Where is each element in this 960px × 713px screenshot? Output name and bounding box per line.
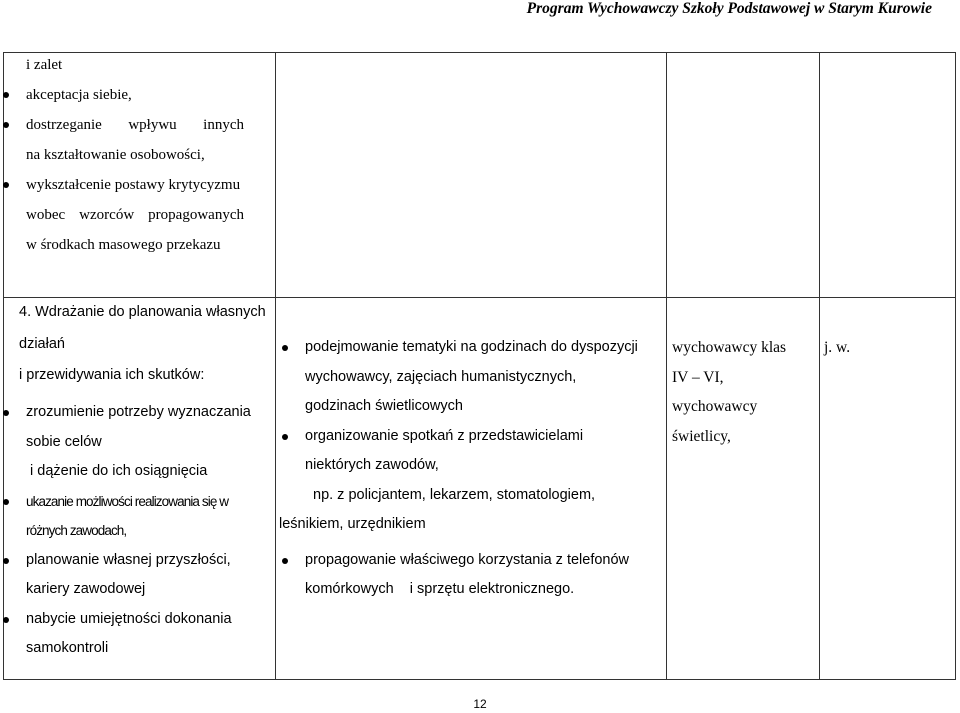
row2-deadline-cell xyxy=(824,333,952,363)
row2-goals-cell xyxy=(19,297,273,392)
text-line: komórkowych i sprzętu elektronicznego. xyxy=(305,581,575,597)
list-item: planowanie własnej przyszłości, xyxy=(0,546,273,576)
text-line: np. z policjantem, lekarzem, stomatologiem, xyxy=(313,486,596,503)
list-item: podejmowanie tematyki na godzinach do dyspozycji xyxy=(279,333,665,363)
text-line: na kształtowanie osobowości, xyxy=(26,147,205,163)
goal-heading-cont: i przewidywania ich skutków: xyxy=(19,367,205,383)
list-item: nabycie umiejętności dokonania xyxy=(0,605,273,635)
text-line: j. w. xyxy=(824,339,851,356)
list-item: organizowanie spotkań z przedstawicielami xyxy=(279,422,665,452)
text-line: wychowawcy klas xyxy=(672,339,787,356)
text-line: w środkach masowego przekazu xyxy=(26,237,221,253)
text-line: godzinach świetlicowych xyxy=(305,398,463,414)
text-line: świetlicy, xyxy=(672,427,731,445)
goal-heading-cont: działań xyxy=(19,335,65,352)
list-item: ukazanie możliwości realizowania się w xyxy=(0,487,273,517)
text-line: leśnikiem, urzędnikiem xyxy=(279,516,426,532)
text-line: wobec wzorców propagowanych xyxy=(26,207,244,223)
text-line: wychowawcy xyxy=(672,398,758,415)
list-item: propagowanie właściwego korzystania z telefonów xyxy=(279,546,665,576)
row2-responsible-cell xyxy=(672,333,817,451)
list-item: akceptacja siebie, xyxy=(0,80,272,110)
text-line: i zalet xyxy=(26,57,63,73)
text-line: kariery zawodowej xyxy=(26,581,146,597)
list-item: dostrzeganie wpływu innych xyxy=(0,110,244,140)
text-line: i dążenie do ich osiągnięcia xyxy=(30,463,208,479)
row2-goal-bullets xyxy=(0,398,273,664)
text-line: wychowawcy, zajęciach humanistycznych, xyxy=(305,368,577,385)
text-line: IV – VI, xyxy=(672,368,724,386)
page-number: 12 xyxy=(473,697,487,711)
list-item: wykształcenie postawy krytycyzmu xyxy=(0,170,272,200)
text-line: samokontroli xyxy=(26,640,109,656)
text-line: sobie celów xyxy=(26,433,102,450)
text-line: różnych zawodach, xyxy=(26,523,127,538)
list-item: zrozumienie potrzeby wyznaczania xyxy=(0,398,273,428)
goal-heading: 4. Wdrażanie do planowania własnych xyxy=(19,304,266,320)
text-line: niektórych zawodów, xyxy=(305,457,439,473)
row1-goals-cell xyxy=(0,50,272,260)
document-header: Program Wychowawczy Szkoły Podstawowej w Starym Kurowie xyxy=(526,0,932,17)
row2-methods-cell xyxy=(279,333,665,605)
